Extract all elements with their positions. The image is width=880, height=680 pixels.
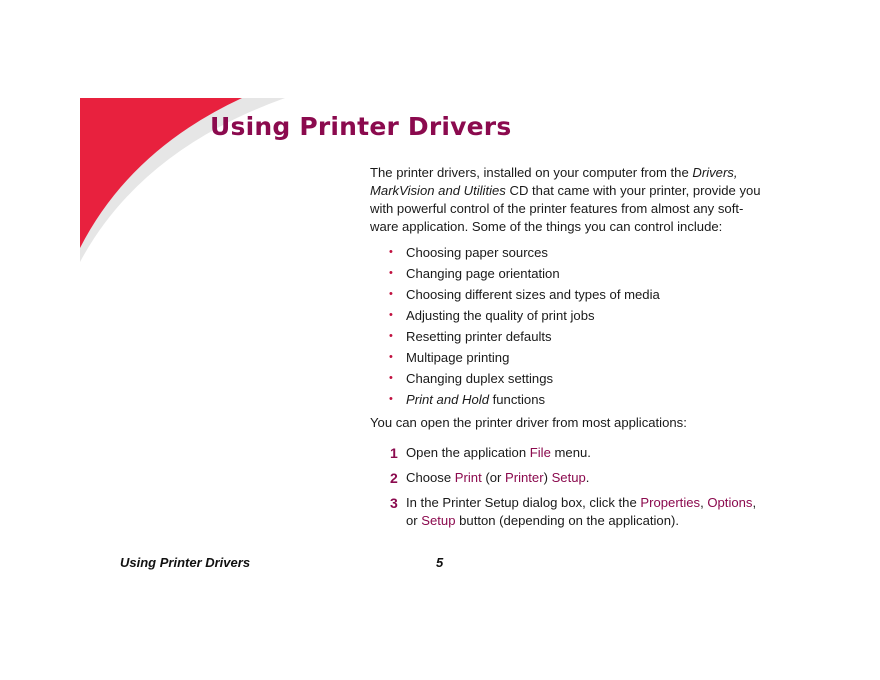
bullet-icon: • (389, 288, 393, 300)
file-menu-ref: File (529, 445, 551, 460)
list-item: • Changing duplex settings (370, 368, 770, 389)
step-number: 3 (390, 495, 398, 511)
step-item: 3 In the Printer Setup dialog box, click the Properties, Options, or Setup button (depending on the application). (390, 495, 757, 528)
steps-list (370, 444, 770, 530)
footer-page-number: 5 (436, 555, 444, 570)
bullet-icon: • (389, 330, 393, 342)
step-number: 1 (390, 445, 398, 461)
list-item: • Resetting printer defaults (370, 326, 770, 347)
properties-ref: Properties (640, 495, 701, 510)
options-ref: Options (707, 495, 753, 510)
step-item: 2 Choose Print (or Printer) Setup. (390, 470, 590, 486)
list-item: • Changing page orientation (370, 263, 770, 284)
content-column (370, 164, 770, 537)
bullet-icon: • (389, 267, 393, 279)
page-title: Using Printer Drivers (210, 112, 512, 141)
bullet-icon: • (389, 309, 393, 321)
feature-list (370, 242, 770, 410)
cd-name: Drivers, MarkVision and Utilities (370, 165, 738, 198)
list-item: • Print and Hold functions (370, 389, 770, 410)
printer-ref: Printer (505, 470, 544, 485)
print-ref: Print (454, 470, 482, 485)
list-item: • Adjusting the quality of print jobs (370, 305, 770, 326)
intro-paragraph: The printer drivers, installed on your computer from the Drivers, MarkVision and Utilities CD that came with your printer, provide you with powerful control of the printer features from almost any soft-ware application. Some of the things you can control include: (370, 165, 761, 234)
setup-ref: Setup (551, 470, 586, 485)
setup-ref: Setup (421, 513, 456, 528)
bullet-icon: • (389, 246, 393, 258)
step-item: 1 Open the application File menu. (390, 445, 591, 461)
step-number: 2 (390, 470, 398, 486)
steps-intro: You can open the printer driver from most applications: (370, 415, 687, 430)
list-item: • Choosing different sizes and types of media (370, 284, 770, 305)
list-item: • Choosing paper sources (370, 242, 770, 263)
bullet-icon: • (389, 351, 393, 363)
bullet-icon: • (389, 372, 393, 384)
footer-section-title: Using Printer Drivers (120, 555, 251, 570)
list-item: • Multipage printing (370, 347, 770, 368)
bullet-icon: • (389, 393, 393, 405)
